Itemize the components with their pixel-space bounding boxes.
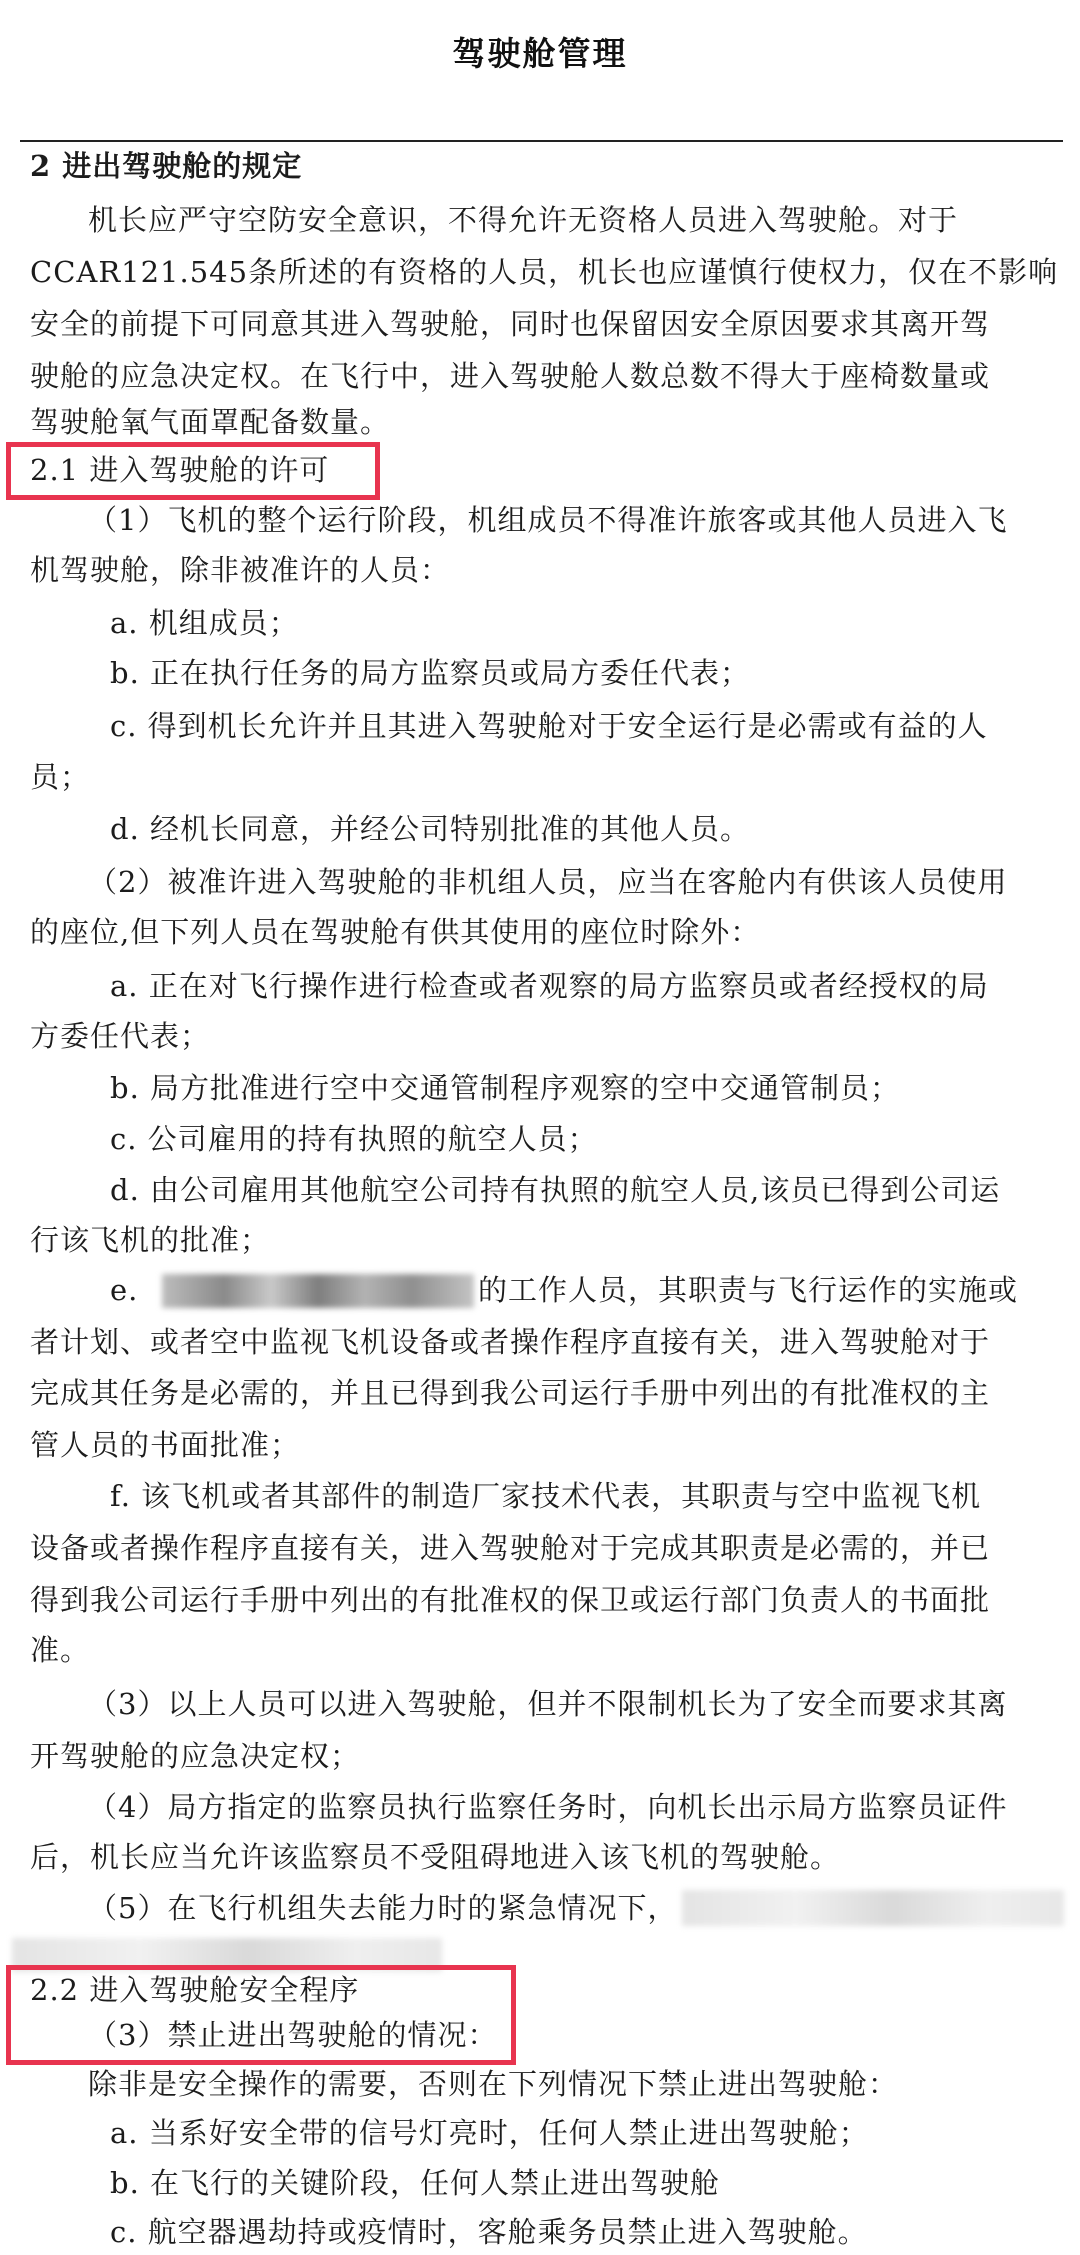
paragraph-line: 安全的前提下可同意其进入驾驶舱，同时也保留因安全原因要求其离开驾 [30, 307, 991, 341]
subsection-heading: （3）禁止进出驾驶舱的情况： [88, 2018, 498, 2052]
list-item-continuation: 者计划、或者空中监视飞机设备或者操作程序直接有关，进入驾驶舱对于 [30, 1325, 991, 1359]
list-item-continuation: 得到我公司运行手册中列出的有批准权的保卫或运行部门负责人的书面批 [30, 1583, 991, 1617]
list-item: c. 公司雇用的持有执照的航空人员； [110, 1122, 598, 1156]
list-item: c. 航空器遇劫持或疫情时，客舱乘务员禁止进入驾驶舱。 [110, 2215, 868, 2249]
list-item: c. 得到机长允许并且其进入驾驶舱对于安全运行是必需或有益的人 [110, 709, 988, 743]
list-item: f. 该飞机或者其部件的制造厂家技术代表，其职责与空中监视飞机 [110, 1479, 982, 1513]
section-heading-2: 2 进出驾驶舱的规定 [30, 149, 303, 183]
paragraph-line: 驾驶舱氧气面罩配备数量。 [30, 405, 391, 439]
paragraph-line: （3）以上人员可以进入驾驶舱，但并不限制机长为了安全而要求其离 [88, 1687, 1008, 1721]
redaction-blur [682, 1890, 1064, 1926]
list-item-continuation: 准。 [30, 1633, 91, 1667]
paragraph-line: （1）飞机的整个运行阶段，机组成员不得准许旅客或其他人员进入飞 [88, 503, 1008, 537]
paragraph-line: 机驾驶舱，除非被准许的人员： [30, 553, 451, 587]
list-item: a. 当系好安全带的信号灯亮时，任何人禁止进出驾驶舱； [110, 2116, 869, 2150]
list-item: a. 机组成员； [110, 606, 299, 640]
paragraph-line: 驶舱的应急决定权。在飞行中，进入驾驶舱人数总数不得大于座椅数量或 [30, 359, 991, 393]
redaction-blur [162, 1274, 474, 1308]
list-item-continuation: 行该飞机的批准； [30, 1223, 271, 1257]
list-item: 的工作人员，其职责与飞行运作的实施或 [478, 1273, 1019, 1307]
list-item-continuation: 员； [30, 760, 91, 794]
paragraph-line: （4）局方指定的监察员执行监察任务时，向机长出示局方监察员证件 [88, 1790, 1008, 1824]
paragraph-line: CCAR121.545条所述的有资格的人员，机长也应谨慎行使权力，仅在不影响 [30, 255, 1059, 289]
list-item-continuation: 设备或者操作程序直接有关，进入驾驶舱对于完成其职责是必需的，并已 [30, 1531, 991, 1565]
list-item-continuation: 管人员的书面批准； [30, 1428, 301, 1462]
list-item-continuation: 完成其任务是必需的，并且已得到我公司运行手册中列出的有批准权的主 [30, 1376, 991, 1410]
paragraph-line: （2）被准许进入驾驶舱的非机组人员，应当在客舱内有供该人员使用 [88, 865, 1008, 899]
title-divider [20, 140, 1063, 142]
paragraph-line: 开驾驶舱的应急决定权； [30, 1739, 361, 1773]
list-item: b. 局方批准进行空中交通管制程序观察的空中交通管制员； [110, 1071, 901, 1105]
list-item-continuation: 方委任代表； [30, 1019, 211, 1053]
list-item: d. 由公司雇用其他航空公司持有执照的航空人员,该员已得到公司运 [110, 1173, 1001, 1207]
list-item-marker: e. [110, 1273, 139, 1307]
paragraph-line: 机长应严守空防安全意识，不得允许无资格人员进入驾驶舱。对于 [88, 203, 959, 237]
document-title: 驾驶舱管理 [452, 34, 628, 73]
section-heading-2-1: 2.1 进入驾驶舱的许可 [30, 453, 330, 487]
section-heading-2-2: 2.2 进入驾驶舱安全程序 [30, 1973, 360, 2007]
paragraph-line: 除非是安全操作的需要，否则在下列情况下禁止进出驾驶舱： [88, 2067, 899, 2101]
paragraph-line: 的座位,但下列人员在驾驶舱有供其使用的座位时除外： [30, 915, 761, 949]
list-item: b. 在飞行的关键阶段，任何人禁止进出驾驶舱 [110, 2166, 721, 2200]
list-item: b. 正在执行任务的局方监察员或局方委任代表； [110, 656, 751, 690]
list-item: a. 正在对飞行操作进行检查或者观察的局方监察员或者经授权的局 [110, 969, 989, 1003]
list-item: d. 经机长同意，并经公司特别批准的其他人员。 [110, 812, 751, 846]
paragraph-line: 后，机长应当允许该监察员不受阻碍地进入该飞机的驾驶舱。 [30, 1840, 841, 1874]
paragraph-line: （5）在飞行机组失去能力时的紧急情况下， [88, 1891, 678, 1925]
